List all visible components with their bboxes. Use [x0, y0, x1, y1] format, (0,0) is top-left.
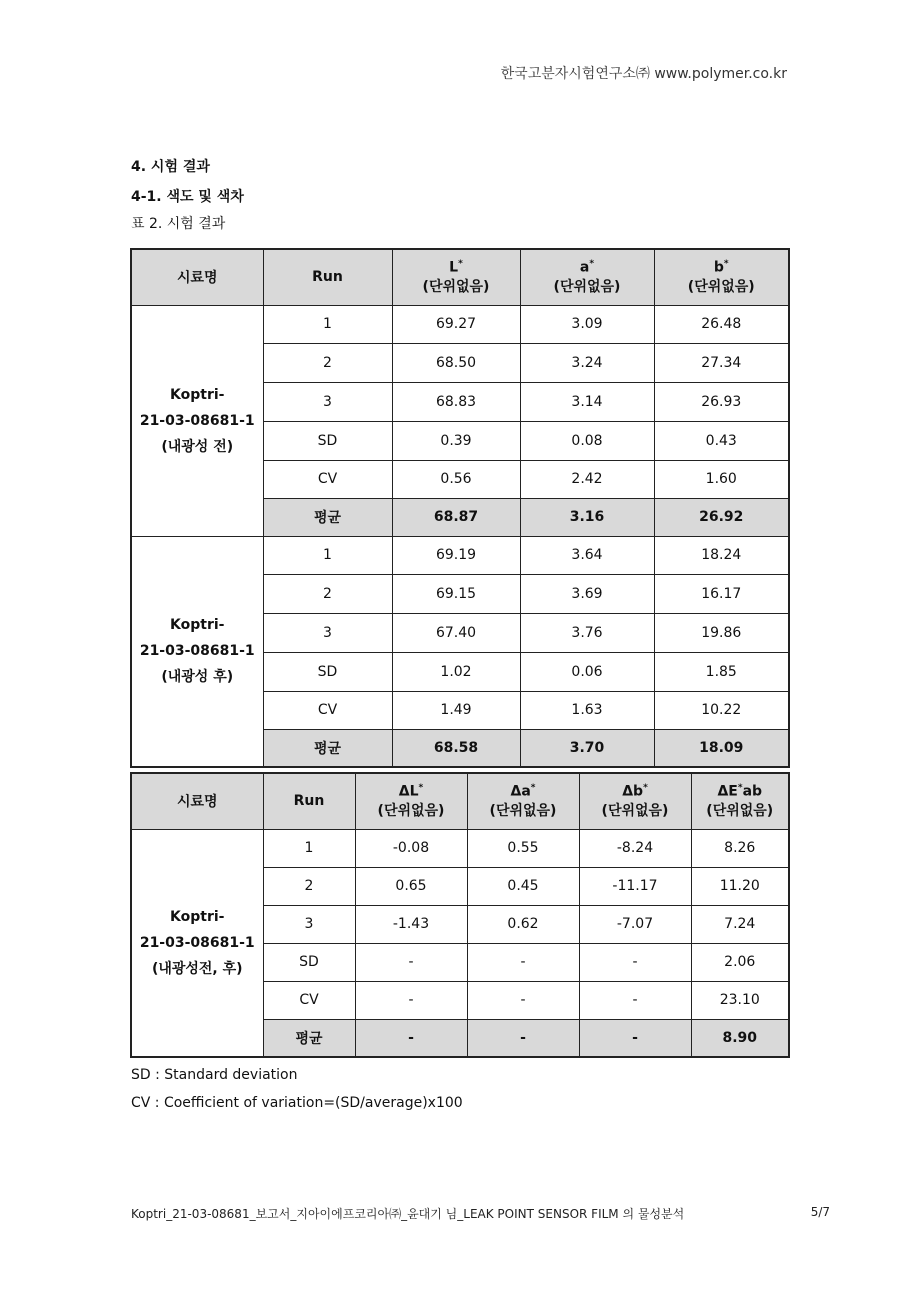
cell-b: 0.43: [654, 421, 789, 460]
cell-db: -11.17: [579, 867, 691, 905]
cell-run: 3: [263, 905, 355, 943]
cell-run: CV: [263, 981, 355, 1019]
sample-name-line: (내광성 전): [161, 438, 234, 455]
cell-dE: 2.06: [691, 943, 789, 981]
cell-db: -: [579, 1019, 691, 1057]
cell-a: 2.42: [520, 460, 654, 498]
header-dE: ΔE*ab (단위없음): [691, 773, 789, 829]
cell-db: -8.24: [579, 829, 691, 867]
cell-b: 18.24: [654, 536, 789, 574]
header-sample: 시료명: [131, 249, 263, 305]
cell-run: 평균: [263, 1019, 355, 1057]
sample-name-line: Koptri-: [170, 617, 225, 634]
cell-dE: 7.24: [691, 905, 789, 943]
results-table-lab: [130, 248, 790, 768]
header-b: b* (단위없음): [654, 249, 789, 305]
cell-a: 3.69: [520, 574, 654, 613]
cell-a: 3.70: [520, 729, 654, 767]
header-L: L* (단위없음): [392, 249, 520, 305]
sample-name-cell: [131, 305, 263, 536]
cell-run: 3: [263, 613, 392, 652]
cell-dE: 8.26: [691, 829, 789, 867]
header-run: Run: [263, 249, 392, 305]
table-header-row: [131, 773, 789, 829]
cell-L: 0.39: [392, 421, 520, 460]
cell-a: 3.09: [520, 305, 654, 343]
cell-dL: -0.08: [355, 829, 467, 867]
footer-doc: Koptri_21-03-08681_보고서_지아이에프코리아㈜_윤대기 님_LEAK POINT SENSOR FILM 의 물성분석: [131, 1207, 685, 1221]
cell-dL: 0.65: [355, 867, 467, 905]
header-dL: ΔL* (단위없음): [355, 773, 467, 829]
header-a: a* (단위없음): [520, 249, 654, 305]
cell-run: SD: [263, 652, 392, 691]
cell-da: -: [467, 981, 579, 1019]
sample-name-line: 21-03-08681-1: [139, 412, 255, 429]
cell-a: 0.08: [520, 421, 654, 460]
cell-b: 27.34: [654, 343, 789, 382]
sample-name-cell: [131, 536, 263, 767]
note-cv: CV : Coefficient of variation=(SD/average)x100: [131, 1095, 463, 1111]
cell-dL: -: [355, 981, 467, 1019]
cell-db: -: [579, 981, 691, 1019]
cell-L: 69.27: [392, 305, 520, 343]
cell-L: 67.40: [392, 613, 520, 652]
cell-run: 2: [263, 574, 392, 613]
header-db: Δb* (단위없음): [579, 773, 691, 829]
results-table-delta: [130, 772, 790, 1058]
cell-b: 10.22: [654, 691, 789, 729]
cell-run: 1: [263, 536, 392, 574]
cell-b: 26.93: [654, 382, 789, 421]
sample-name-cell: [131, 829, 263, 1057]
sample-name-line: (내광성 후): [161, 669, 234, 686]
table-header-row: [131, 249, 789, 305]
cell-dE: 11.20: [691, 867, 789, 905]
cell-db: -7.07: [579, 905, 691, 943]
cell-a: 3.16: [520, 498, 654, 536]
cell-L: 69.19: [392, 536, 520, 574]
cell-a: 0.06: [520, 652, 654, 691]
cell-a: 3.14: [520, 382, 654, 421]
cell-run: 2: [263, 343, 392, 382]
header-org: 한국고분자시험연구소㈜ www.polymer.co.kr: [500, 66, 787, 82]
cell-run: SD: [263, 421, 392, 460]
cell-run: 3: [263, 382, 392, 421]
sample-name-line: (내광성전, 후): [151, 960, 243, 977]
footer-page: 5/7: [810, 1205, 830, 1219]
cell-L: 68.50: [392, 343, 520, 382]
cell-dL: -1.43: [355, 905, 467, 943]
section-title: 4. 시험 결과: [131, 159, 210, 175]
cell-dE: 8.90: [691, 1019, 789, 1057]
cell-da: -: [467, 1019, 579, 1057]
cell-run: 평균: [263, 729, 392, 767]
note-sd: SD : Standard deviation: [131, 1067, 298, 1083]
cell-b: 1.85: [654, 652, 789, 691]
cell-da: 0.62: [467, 905, 579, 943]
sample-name-line: 21-03-08681-1: [139, 934, 255, 951]
cell-L: 1.49: [392, 691, 520, 729]
cell-run: SD: [263, 943, 355, 981]
cell-a: 1.63: [520, 691, 654, 729]
cell-dL: -: [355, 1019, 467, 1057]
table-row: [131, 829, 789, 867]
cell-dL: -: [355, 943, 467, 981]
sample-name-line: Koptri-: [170, 386, 225, 403]
cell-b: 19.86: [654, 613, 789, 652]
cell-run: 평균: [263, 498, 392, 536]
cell-run: CV: [263, 460, 392, 498]
cell-L: 0.56: [392, 460, 520, 498]
cell-L: 68.83: [392, 382, 520, 421]
cell-da: -: [467, 943, 579, 981]
sample-name-line: 21-03-08681-1: [139, 643, 255, 660]
cell-da: 0.55: [467, 829, 579, 867]
cell-a: 3.24: [520, 343, 654, 382]
cell-run: 2: [263, 867, 355, 905]
header-run: Run: [263, 773, 355, 829]
sample-name-line: Koptri-: [170, 908, 225, 925]
cell-b: 18.09: [654, 729, 789, 767]
table-row: [131, 536, 789, 574]
cell-db: -: [579, 943, 691, 981]
cell-L: 1.02: [392, 652, 520, 691]
table-row: [131, 305, 789, 343]
cell-L: 68.58: [392, 729, 520, 767]
cell-a: 3.76: [520, 613, 654, 652]
cell-L: 68.87: [392, 498, 520, 536]
cell-b: 26.48: [654, 305, 789, 343]
cell-a: 3.64: [520, 536, 654, 574]
cell-b: 16.17: [654, 574, 789, 613]
cell-b: 1.60: [654, 460, 789, 498]
cell-run: 1: [263, 305, 392, 343]
table-caption: 표 2. 시험 결과: [131, 216, 226, 232]
header-da: Δa* (단위없음): [467, 773, 579, 829]
header-sample: 시료명: [131, 773, 263, 829]
cell-run: 1: [263, 829, 355, 867]
cell-da: 0.45: [467, 867, 579, 905]
cell-b: 26.92: [654, 498, 789, 536]
cell-L: 69.15: [392, 574, 520, 613]
section-subtitle: 4-1. 색도 및 색차: [131, 189, 244, 205]
cell-run: CV: [263, 691, 392, 729]
cell-dE: 23.10: [691, 981, 789, 1019]
